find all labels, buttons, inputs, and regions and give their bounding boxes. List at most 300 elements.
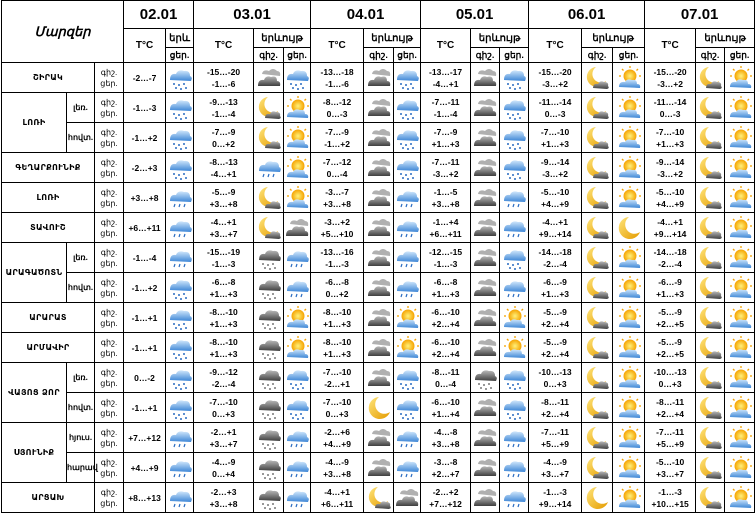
night-label: գիշ. <box>100 277 118 287</box>
temperature-value: -4…+1 <box>210 216 237 227</box>
night-label: գիշ. <box>100 217 118 227</box>
temperature-value: -7…-11 <box>431 156 460 167</box>
weather-cell <box>500 63 529 93</box>
rain-cloud-icon <box>167 185 193 211</box>
night-day-label <box>95 213 124 243</box>
weather-cell <box>254 273 284 303</box>
moon-cloud-icon <box>697 455 723 481</box>
weather-cell <box>696 273 725 303</box>
snow-dark-icon <box>256 455 282 481</box>
temperature-value: -3…+2 <box>542 78 568 89</box>
sun-cloud-icon <box>727 245 753 271</box>
temperature-cell <box>529 363 582 393</box>
temperature-cell <box>124 183 166 213</box>
weather-cell <box>471 243 500 273</box>
temperature-value: -8…-11 <box>656 396 685 407</box>
weather-cell <box>254 423 284 453</box>
weather-cell <box>582 423 613 453</box>
temperature-value: -12…-15 <box>429 246 463 257</box>
day-label: ցեր. <box>100 108 118 118</box>
snow-cloud-icon <box>394 95 420 121</box>
weather-cell <box>582 273 613 303</box>
temperature-value: -2…-4 <box>211 378 236 389</box>
temperature-value: +3…+7 <box>656 468 685 479</box>
weather-cell <box>613 183 645 213</box>
temperature-cell <box>194 393 254 423</box>
temperature-value: -2…+1 <box>324 378 350 389</box>
temp-header: T°C <box>194 29 254 63</box>
temperature-value: -7…-12 <box>322 156 352 167</box>
temperature-cell <box>311 423 364 453</box>
temperature-value: +2…+5 <box>656 348 685 359</box>
weather-cell <box>725 303 755 333</box>
temperature-cell <box>311 393 364 423</box>
temperature-value: -8…-13 <box>209 156 238 167</box>
temperature-cell <box>124 423 166 453</box>
temperature-cell <box>645 93 696 123</box>
night-label: գիշ. <box>100 367 118 377</box>
temperature-cell <box>529 63 582 93</box>
temperature-value: -1…-3 <box>211 258 236 269</box>
subregion-label: հովտ. <box>67 273 95 303</box>
weather-cell <box>500 453 529 483</box>
weather-cell <box>254 93 284 123</box>
temperature-cell <box>529 243 582 273</box>
sun-cloud-icon <box>394 335 420 361</box>
temperature-cell <box>124 483 166 513</box>
weather-cell <box>696 423 725 453</box>
temperature-cell <box>529 303 582 333</box>
temperature-value: +3…+8 <box>323 198 351 209</box>
sun-cloud-icon <box>616 245 642 271</box>
temperature-value: -3…+2 <box>324 216 350 227</box>
temperature-cell <box>529 453 582 483</box>
sun-cloud-icon <box>727 455 753 481</box>
temperature-value: -2…-4 <box>658 258 682 269</box>
sun-cloud-icon <box>727 365 753 391</box>
temperature-value: -10…-13 <box>653 366 687 377</box>
moon-cloud-icon <box>697 305 723 331</box>
weather-cell <box>500 123 529 153</box>
snow-cloud-icon <box>501 125 527 151</box>
region-row <box>2 213 755 243</box>
night-label: գիշ. <box>100 97 118 107</box>
temperature-value: -1…-3 <box>658 486 682 497</box>
temperature-value: -3…-7 <box>325 186 349 197</box>
cloudy-icon <box>366 245 392 271</box>
date-header: 06.01 <box>529 1 645 29</box>
moon-cloud-icon <box>366 485 392 511</box>
weather-cell <box>471 153 500 183</box>
weather-cell <box>582 153 613 183</box>
moon-cloud-icon <box>584 395 610 421</box>
temperature-cell <box>194 453 254 483</box>
temperature-cell <box>421 273 471 303</box>
temperature-value: 0…+3 <box>543 378 567 389</box>
sun-cloud-icon <box>616 395 642 421</box>
weather-cell <box>394 363 421 393</box>
temperature-value: +6…+11 <box>320 498 354 509</box>
weather-cell <box>500 243 529 273</box>
day-label: ցեր. <box>100 198 118 208</box>
sun-cloud-icon <box>616 305 642 331</box>
weather-cell <box>254 483 284 513</box>
weather-cell <box>613 243 645 273</box>
weather-cell <box>394 393 421 423</box>
weather-cell <box>394 303 421 333</box>
sun-cloud-icon <box>727 425 753 451</box>
region-name: ՏԱՎՈՒՇ <box>2 213 95 243</box>
temperature-value: 0…+4 <box>212 468 235 479</box>
night-label: գիշ. <box>100 427 118 437</box>
temperature-cell <box>421 423 471 453</box>
moon-cloud-icon <box>584 215 610 241</box>
weather-cell <box>500 423 529 453</box>
temperature-value: +3…+7 <box>209 228 238 239</box>
temperature-value: -5…-9 <box>658 306 682 317</box>
temperature-cell <box>311 333 364 363</box>
weather-cell <box>254 333 284 363</box>
region-row <box>2 63 755 93</box>
date-header: 05.01 <box>421 1 529 29</box>
night-header: գիշ. <box>696 48 725 63</box>
weather-cell <box>284 183 311 213</box>
region-row <box>2 183 755 213</box>
weather-cell <box>166 63 194 93</box>
cloudy-icon <box>472 65 498 91</box>
weather-cell <box>613 333 645 363</box>
temperature-cell <box>124 303 166 333</box>
cloudy-icon <box>472 485 498 511</box>
moon-cloud-icon <box>584 455 610 481</box>
temperature-value: -5…-10 <box>540 186 570 197</box>
snow-dark-icon <box>256 335 282 361</box>
weather-cell <box>696 243 725 273</box>
temperature-value: -8…-12 <box>322 96 352 107</box>
temperature-value: -3…+2 <box>657 78 683 89</box>
night-label: գիշ. <box>100 127 118 137</box>
temperature-value: +8…+13 <box>128 492 161 503</box>
weather-cell <box>166 393 194 423</box>
sun-cloud-icon <box>616 335 642 361</box>
temperature-value: -15…-19 <box>207 246 241 257</box>
temperature-cell <box>645 393 696 423</box>
day-label: ցեր. <box>100 468 118 478</box>
weather-cell <box>364 243 394 273</box>
region-row <box>2 153 755 183</box>
weather-cell <box>696 153 725 183</box>
snow-dark-icon <box>472 365 498 391</box>
weather-cell <box>725 393 755 423</box>
sun-cloud-icon <box>616 95 642 121</box>
weather-cell <box>500 483 529 513</box>
subregion-label: լեռ. <box>67 243 95 273</box>
weather-cell <box>254 303 284 333</box>
region-name: ԼՈՌԻ <box>2 93 67 153</box>
sun-cloud-icon <box>284 335 310 361</box>
temperature-value: -1…+4 <box>432 216 459 227</box>
sun-cloud-icon <box>616 485 642 511</box>
weather-cell <box>284 123 311 153</box>
weather-cell <box>254 63 284 93</box>
temperature-value: -2…+3 <box>131 162 158 173</box>
region-name: ԱՐԱՐԱՏ <box>2 303 95 333</box>
moon-icon <box>366 395 392 421</box>
cloudy-icon <box>366 215 392 241</box>
night-label: գիշ. <box>100 247 118 257</box>
cloudy-icon <box>366 155 392 181</box>
weather-cell <box>613 363 645 393</box>
temperature-value: +1…+3 <box>541 138 570 149</box>
weather-cell <box>471 453 500 483</box>
temperature-cell <box>124 273 166 303</box>
snow-cloud-icon <box>284 395 310 421</box>
sun-cloud-icon <box>727 395 753 421</box>
temperature-cell <box>645 273 696 303</box>
weather-cell <box>284 453 311 483</box>
sun-cloud-icon <box>501 335 527 361</box>
temperature-cell <box>645 303 696 333</box>
temperature-cell <box>645 453 696 483</box>
temperature-cell <box>124 453 166 483</box>
moon-cloud-icon <box>697 365 723 391</box>
region-row <box>2 363 755 393</box>
weather-cell <box>725 273 755 303</box>
region-row <box>2 123 755 153</box>
temperature-cell <box>124 333 166 363</box>
temperature-value: -14…-18 <box>538 246 572 257</box>
temperature-value: -4…-9 <box>543 456 567 467</box>
weather-cell <box>582 183 613 213</box>
temperature-value: +6…+11 <box>429 228 462 239</box>
cloudy-icon <box>472 275 498 301</box>
cloudy-icon <box>472 425 498 451</box>
night-label: գիշ. <box>100 487 118 497</box>
temperature-cell <box>421 123 471 153</box>
weather-cell <box>725 423 755 453</box>
rain-cloud-icon <box>501 455 527 481</box>
rain-cloud-icon <box>394 185 420 211</box>
weather-cell <box>394 183 421 213</box>
temperature-cell <box>421 243 471 273</box>
weather-cell <box>725 333 755 363</box>
phenomena-header: երև <box>166 29 194 48</box>
weather-cell <box>254 153 284 183</box>
night-header: գիշ. <box>254 48 284 63</box>
temperature-value: -5…-9 <box>658 336 682 347</box>
temperature-cell <box>311 153 364 183</box>
region-name: ԼՈՌԻ <box>2 183 95 213</box>
moon-cloud-icon <box>584 245 610 271</box>
temperature-value: -1…-3 <box>132 102 157 113</box>
sun-cloud-icon <box>616 125 642 151</box>
weather-cell <box>254 243 284 273</box>
weather-cell <box>284 243 311 273</box>
temperature-value: 0…-3 <box>544 108 566 119</box>
weather-cell <box>471 183 500 213</box>
sun-cloud-icon <box>394 305 420 331</box>
weather-cell <box>582 123 613 153</box>
temperature-value: +2…+4 <box>541 318 570 329</box>
snow-cloud-icon <box>167 125 193 151</box>
sun-cloud-icon <box>284 185 310 211</box>
weather-cell <box>364 153 394 183</box>
snow-cloud-icon <box>394 155 420 181</box>
weather-cell <box>613 273 645 303</box>
sun-cloud-icon <box>727 155 753 181</box>
weather-cell <box>394 123 421 153</box>
snow-dark-icon <box>256 395 282 421</box>
weather-cell <box>500 273 529 303</box>
temperature-cell <box>529 123 582 153</box>
cloudy-icon <box>366 425 392 451</box>
weather-cell <box>166 453 194 483</box>
snow-cloud-icon <box>167 335 193 361</box>
sun-cloud-icon <box>284 95 310 121</box>
moon-cloud-icon <box>697 485 723 511</box>
weather-cell <box>471 333 500 363</box>
cloudy-icon <box>472 155 498 181</box>
weather-cell <box>725 93 755 123</box>
temperature-cell <box>194 333 254 363</box>
night-day-label <box>95 153 124 183</box>
temperature-cell <box>645 123 696 153</box>
weather-cell <box>394 63 421 93</box>
sun-cloud-icon <box>616 185 642 211</box>
rain-cloud-icon <box>167 455 193 481</box>
temperature-cell <box>194 153 254 183</box>
night-label: գիշ. <box>100 457 118 467</box>
temperature-value: +3…+8 <box>130 192 159 203</box>
temperature-value: +5…+9 <box>656 438 685 449</box>
temperature-value: +2…+4 <box>431 348 460 359</box>
date-header: 07.01 <box>645 1 755 29</box>
temperature-cell <box>311 183 364 213</box>
moon-cloud-icon <box>584 305 610 331</box>
night-day-label <box>95 183 124 213</box>
weather-cell <box>725 183 755 213</box>
temperature-value: -1…-5 <box>433 186 458 197</box>
temperature-cell <box>311 123 364 153</box>
temperature-cell <box>124 363 166 393</box>
cloudy-icon <box>366 275 392 301</box>
weather-cell <box>613 423 645 453</box>
weather-cell <box>582 393 613 423</box>
temperature-value: 0…+3 <box>212 408 235 419</box>
phenomena-header: երևույթ <box>254 29 311 48</box>
weather-cell <box>471 273 500 303</box>
weather-cell <box>166 363 194 393</box>
temp-header: T°C <box>645 29 696 63</box>
sun-cloud-icon <box>727 335 753 361</box>
temperature-value: -2…+3 <box>210 486 237 497</box>
cloudy-icon <box>366 95 392 121</box>
cloudy-icon <box>366 455 392 481</box>
temperature-value: +1…+3 <box>209 288 238 299</box>
weather-cell <box>696 63 725 93</box>
weather-cell <box>582 453 613 483</box>
temperature-cell <box>421 363 471 393</box>
weather-cell <box>582 213 613 243</box>
temperature-value: -6…-8 <box>325 276 349 287</box>
temperature-cell <box>311 483 364 513</box>
snow-cloud-icon <box>394 395 420 421</box>
temperature-cell <box>124 153 166 183</box>
temperature-value: -4…+1 <box>432 78 459 89</box>
temperature-cell <box>529 93 582 123</box>
moon-cloud-icon <box>584 365 610 391</box>
temperature-value: -8…-11 <box>431 366 460 377</box>
weather-cell <box>696 483 725 513</box>
moon-cloud-icon <box>697 425 723 451</box>
weather-cell <box>582 483 613 513</box>
day-label: ցեր. <box>100 168 118 178</box>
temperature-value: -11…-14 <box>653 96 687 107</box>
weather-cell <box>582 363 613 393</box>
temperature-cell <box>311 273 364 303</box>
moon-cloud-icon <box>697 155 723 181</box>
cloudy-icon <box>366 335 392 361</box>
temperature-value: -14…-18 <box>653 246 687 257</box>
temperature-value: -2…+1 <box>210 426 237 437</box>
day-label: ցեր. <box>100 228 118 238</box>
phenomena-header: երևույթ <box>696 29 755 48</box>
temperature-cell <box>311 453 364 483</box>
temperature-value: -7…-9 <box>211 126 236 137</box>
temperature-cell <box>194 243 254 273</box>
weather-cell <box>254 393 284 423</box>
region-row <box>2 393 755 423</box>
weather-cell <box>471 363 500 393</box>
temperature-cell <box>529 423 582 453</box>
weather-cell <box>582 63 613 93</box>
weather-cell <box>364 93 394 123</box>
weather-cell <box>500 93 529 123</box>
sun-cloud-icon <box>727 215 753 241</box>
temperature-cell <box>194 303 254 333</box>
night-header: գիշ. <box>582 48 613 63</box>
moon-cloud-icon <box>584 125 610 151</box>
weather-cell <box>471 303 500 333</box>
weather-cell <box>582 243 613 273</box>
cloudy-icon <box>472 395 498 421</box>
temperature-value: +4…+9 <box>130 462 159 473</box>
weather-cell <box>696 123 725 153</box>
temperature-cell <box>529 273 582 303</box>
temperature-value: +3…+7 <box>209 438 238 449</box>
day-label: ցեր. <box>100 498 118 508</box>
snow-cloud-icon <box>167 305 193 331</box>
day-header: ցեր. <box>613 48 645 63</box>
rain-cloud-icon <box>394 245 420 271</box>
weather-cell <box>582 303 613 333</box>
night-day-label <box>95 393 124 423</box>
region-name: ԱՐՄԱՎԻՐ <box>2 333 95 363</box>
temperature-value: -2…-7 <box>132 72 157 83</box>
weather-cell <box>166 243 194 273</box>
temperature-value: -1…-6 <box>211 78 236 89</box>
cloudy-icon <box>394 485 420 511</box>
weather-cell <box>725 123 755 153</box>
temperature-value: +5…+10 <box>320 228 354 239</box>
subregion-label: լեռ. <box>67 93 95 123</box>
region-row <box>2 333 755 363</box>
sun-cloud-icon <box>616 455 642 481</box>
cloudy-icon <box>472 215 498 241</box>
weather-cell <box>364 303 394 333</box>
temperature-cell <box>194 273 254 303</box>
night-day-label <box>95 123 124 153</box>
